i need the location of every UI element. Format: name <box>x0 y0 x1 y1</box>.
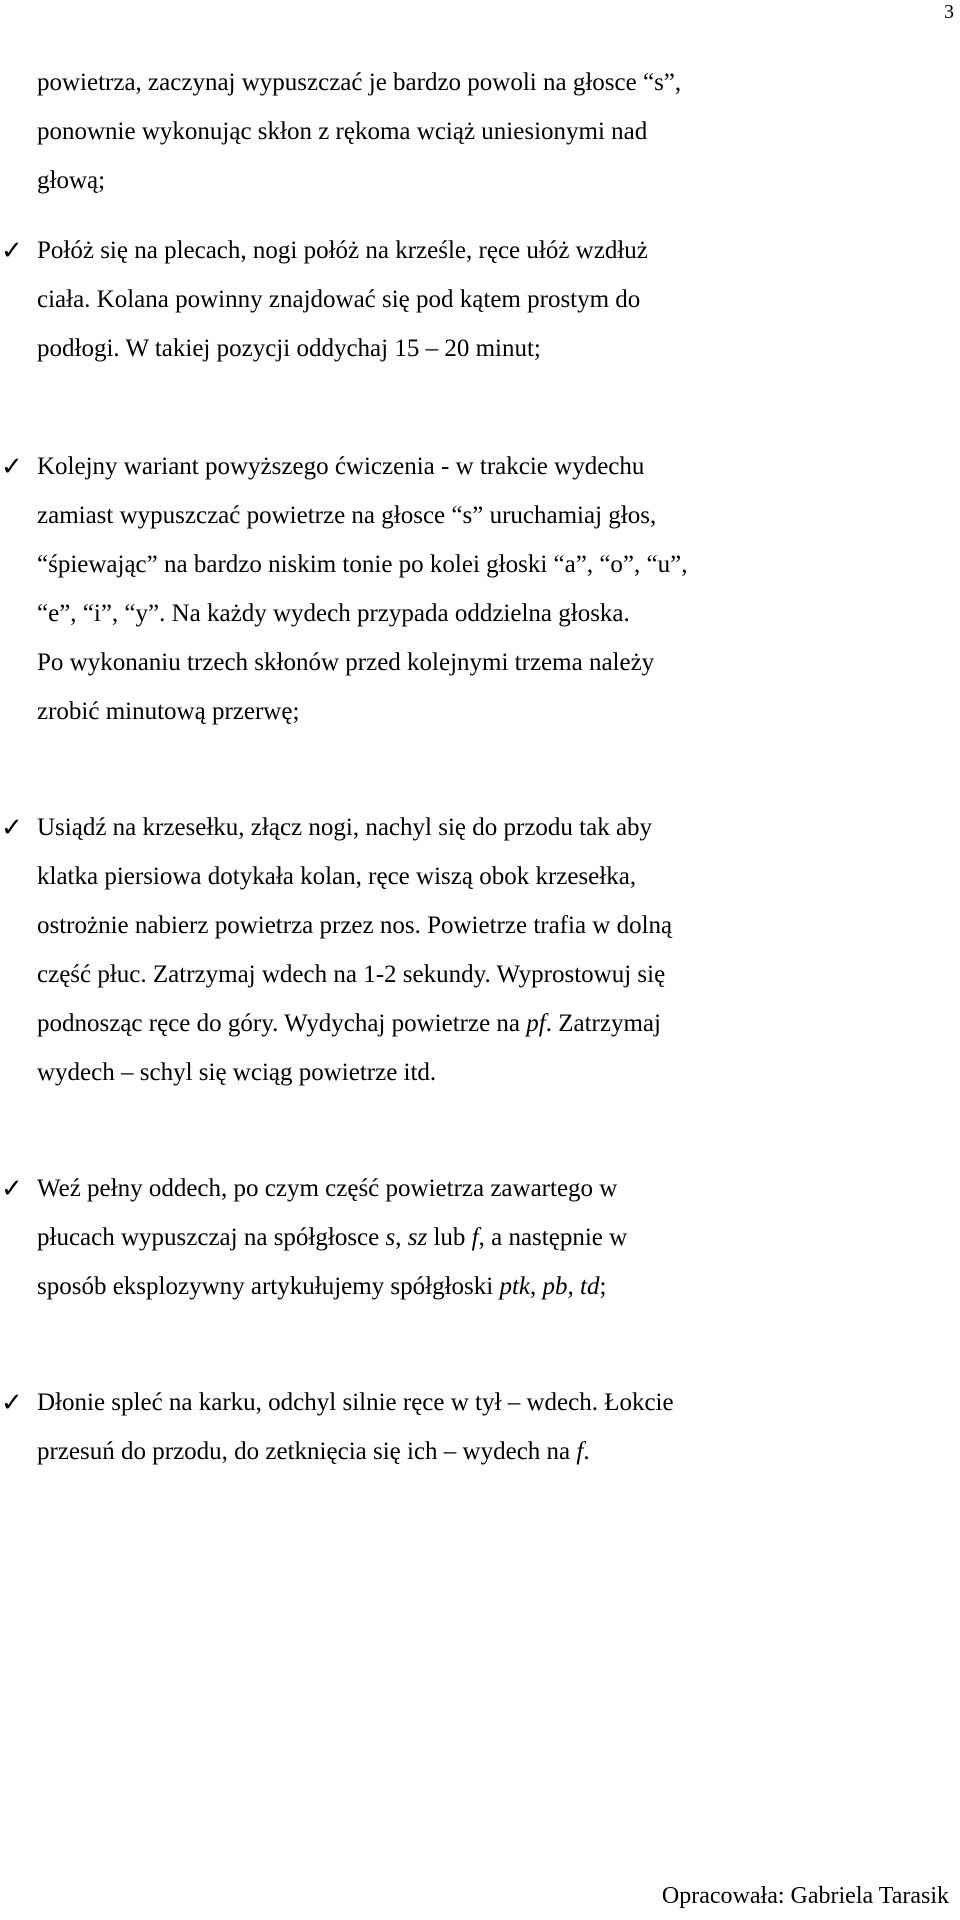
paragraph-line: zamiast wypuszczać powietrze na głosce “s” uruchamiaj głos, <box>37 502 657 529</box>
paragraph-line: ciała. Kolana powinny znajdować się pod kątem prostym do <box>37 286 641 313</box>
paragraph-line: ponownie wykonując skłon z rękoma wciąż uniesionymi nad <box>37 118 648 145</box>
paragraph-line: ostrożnie nabierz powietrza przez nos. Powietrze trafia w dolną <box>37 912 673 939</box>
text-run: płucach wypuszczaj na spółgłosce <box>37 1224 386 1251</box>
paragraph-line: klatka piersiowa dotykała kolan, ręce wiszą obok krzesełka, <box>37 863 637 890</box>
text-run: lub <box>427 1224 472 1251</box>
italic-term: s <box>385 1224 396 1251</box>
italic-term: f <box>576 1438 584 1465</box>
text-run: , a następnie w <box>478 1224 628 1251</box>
text-run: ; <box>599 1273 607 1300</box>
paragraph-line: Po wykonaniu trzech skłonów przed kolejnymi trzema należy <box>37 649 655 676</box>
text-run: podnosząc ręce do góry. Wydychaj powietrze na <box>37 1010 527 1037</box>
text-run: przesuń do przodu, do zetknięcia się ich – wydech na <box>37 1438 577 1465</box>
italic-term: pb, td <box>542 1273 600 1300</box>
paragraph-line: Kolejny wariant powyższego ćwiczenia - w trakcie wydechu <box>37 453 645 480</box>
paragraph-line <box>37 1009 661 1039</box>
text-run: , <box>395 1224 408 1251</box>
page-number: 3 <box>944 1 954 23</box>
italic-term: sz <box>407 1224 428 1251</box>
text-run: . Zatrzymaj <box>545 1010 661 1037</box>
checkmark-icon: ✓ <box>1 1174 23 1204</box>
paragraph-line: wydech – schyl się wciąg powietrze itd. <box>37 1059 437 1086</box>
text-run: , <box>530 1273 543 1300</box>
paragraph-line <box>37 1223 627 1253</box>
paragraph-line: podłogi. W takiej pozycji oddychaj 15 – 20 minut; <box>37 335 541 362</box>
paragraph-line <box>37 1272 606 1302</box>
checkmark-icon: ✓ <box>1 236 23 266</box>
paragraph-line: Dłonie spleć na karku, odchyl silnie ręce w tył – wdech. Łokcie <box>37 1389 674 1416</box>
paragraph-line: “śpiewając” na bardzo niskim tonie po kolei głoski “a”, “o”, “u”, <box>37 551 688 578</box>
paragraph-line: “e”, “i”, “y”. Na każdy wydech przypada oddzielna głoska. <box>37 600 630 627</box>
paragraph-line: część płuc. Zatrzymaj wdech na 1-2 sekundy. Wyprostowuj się <box>37 961 666 988</box>
paragraph-line: powietrza, zaczynaj wypuszczać je bardzo powoli na głosce “s”, <box>37 69 682 96</box>
checkmark-icon: ✓ <box>1 813 23 843</box>
paragraph-line: zrobić minutową przerwę; <box>37 698 300 725</box>
checkmark-icon: ✓ <box>1 1388 23 1418</box>
text-run: sposób eksplozywny artykułujemy spółgłoski <box>37 1273 500 1300</box>
paragraph-line: głową; <box>37 167 106 194</box>
paragraph-line: Weź pełny oddech, po czym część powietrza zawartego w <box>37 1175 618 1202</box>
text-run: . <box>583 1438 590 1465</box>
italic-term: pf <box>526 1010 546 1037</box>
checkmark-icon: ✓ <box>1 452 23 482</box>
italic-term: ptk <box>499 1273 531 1300</box>
paragraph-line: Połóż się na plecach, nogi połóż na krześle, ręce ułóż wzdłuż <box>37 237 648 264</box>
author-footer: Opracowała: Gabriela Tarasik <box>661 1883 949 1909</box>
paragraph-line <box>37 1437 590 1467</box>
italic-term: f <box>471 1224 479 1251</box>
paragraph-line: Usiądź na krzesełku, złącz nogi, nachyl się do przodu tak aby <box>37 814 653 841</box>
